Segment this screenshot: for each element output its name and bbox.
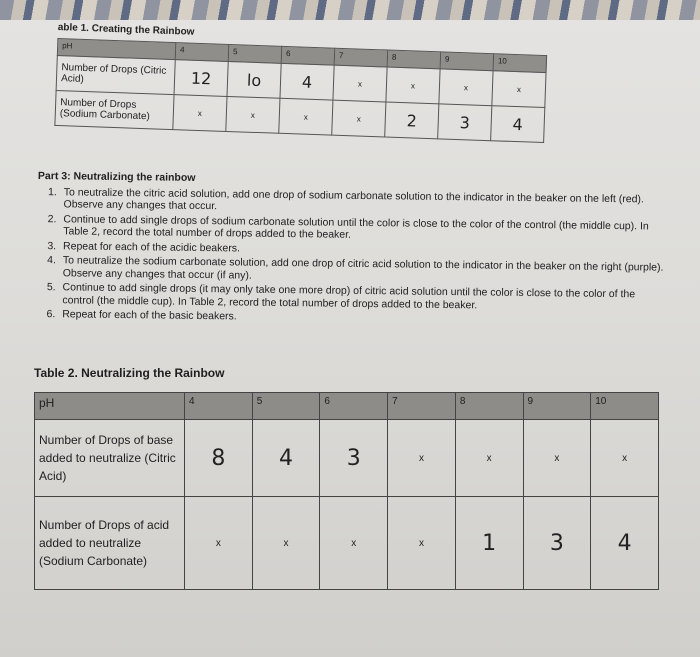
table2-row-citric (35, 420, 659, 497)
table2-row-sodium (35, 497, 659, 590)
table2-cell: x (320, 497, 388, 590)
step-item: 4. To neutralize the sodium carbonate solution, add one drop of citric acid solution to the indicator in the beaker on the right (purple). Observe any changes that occur (if any). (59, 254, 667, 286)
table2-ph-5: 5 (252, 393, 320, 420)
table2-cell: 4 (252, 420, 320, 497)
step-item: 3. Repeat for each of the acidic beakers. (59, 240, 667, 260)
table2-cell: 3 (320, 420, 388, 497)
table1-cell: x (226, 96, 280, 133)
table1 (54, 38, 547, 143)
table1-ph-4: 4 (175, 43, 229, 62)
table1-ph-label: pH (57, 39, 176, 60)
table2-cell: x (252, 497, 320, 590)
table1-cell: x (332, 100, 386, 137)
table2-cell: x (523, 420, 591, 497)
table2-ph-7: 7 (388, 393, 456, 420)
table1-cell: x (173, 95, 227, 132)
table1-cell: lo (227, 61, 281, 98)
table2-ph-9: 9 (523, 393, 591, 420)
table1-cell: 4 (280, 63, 334, 100)
table1-cell: x (279, 98, 333, 135)
table2-row-label: Number of Drops of base added to neutralize (Citric Acid) (35, 420, 185, 497)
table1-cell: 3 (438, 104, 492, 141)
table2-cell: x (388, 420, 456, 497)
table1-ph-6: 6 (281, 46, 335, 65)
table1-ph-5: 5 (228, 44, 282, 63)
table2-cell: x (591, 420, 659, 497)
table1-row-label: Number of Drops (Sodium Carbonate) (55, 90, 174, 129)
table1-cell: 4 (491, 106, 545, 143)
table2-cell: x (388, 497, 456, 590)
table1-cell: x (492, 71, 546, 108)
table2 (34, 392, 659, 590)
table2-ph-label: pH (35, 393, 185, 420)
table2-row-label: Number of Drops of acid added to neutralize (Sodium Carbonate) (35, 497, 185, 590)
table1-row-label: Number of Drops (Citric Acid) (56, 55, 175, 94)
table1-cell: 12 (174, 60, 228, 97)
table1-ph-9: 9 (440, 52, 494, 71)
table2-cell: 1 (455, 497, 523, 590)
part3-steps (36, 185, 668, 328)
table2-cell: 8 (185, 420, 253, 497)
table1-cell: 2 (385, 102, 439, 139)
table1-cell: x (386, 67, 440, 104)
table2-cell: 3 (523, 497, 591, 590)
table1-title: able 1. Creating the Rainbow (57, 22, 195, 38)
table1-cell: x (333, 65, 387, 102)
part3-heading: Part 3: Neutralizing the rainbow (37, 170, 196, 184)
table2-title: Table 2. Neutralizing the Rainbow (34, 366, 225, 380)
table2-ph-4: 4 (185, 393, 253, 420)
step-item: 5. Continue to add single drops (it may only take one more drop) of citric acid solution until the color is close to the color of the control (the middle cup). In Table 2, record the total number of drops added to the beaker. (58, 281, 666, 313)
table2-cell: 4 (591, 497, 659, 590)
table1-ph-10: 10 (493, 54, 547, 73)
table2-cell: x (455, 420, 523, 497)
step-item: 2. Continue to add single drops of sodium carbonate solution until the color is close to the color of the control (the middle cup). In Table 2, record the total number of drops added to the beaker. (59, 213, 667, 245)
table1-ph-8: 8 (387, 50, 441, 69)
table1-cell: x (439, 69, 493, 106)
step-item: 6. Repeat for each of the basic beakers. (58, 308, 666, 328)
table2-header-row (35, 393, 659, 420)
table2-ph-10: 10 (591, 393, 659, 420)
table2-ph-8: 8 (455, 393, 523, 420)
step-item: 1. To neutralize the citric acid solution, add one drop of sodium carbonate solution to the indicator in the beaker on the left (red). Observe any changes that occur. (60, 186, 668, 218)
part3-section (36, 170, 668, 330)
table2-cell: x (185, 497, 253, 590)
table1-ph-7: 7 (334, 48, 388, 67)
table2-ph-6: 6 (320, 393, 388, 420)
